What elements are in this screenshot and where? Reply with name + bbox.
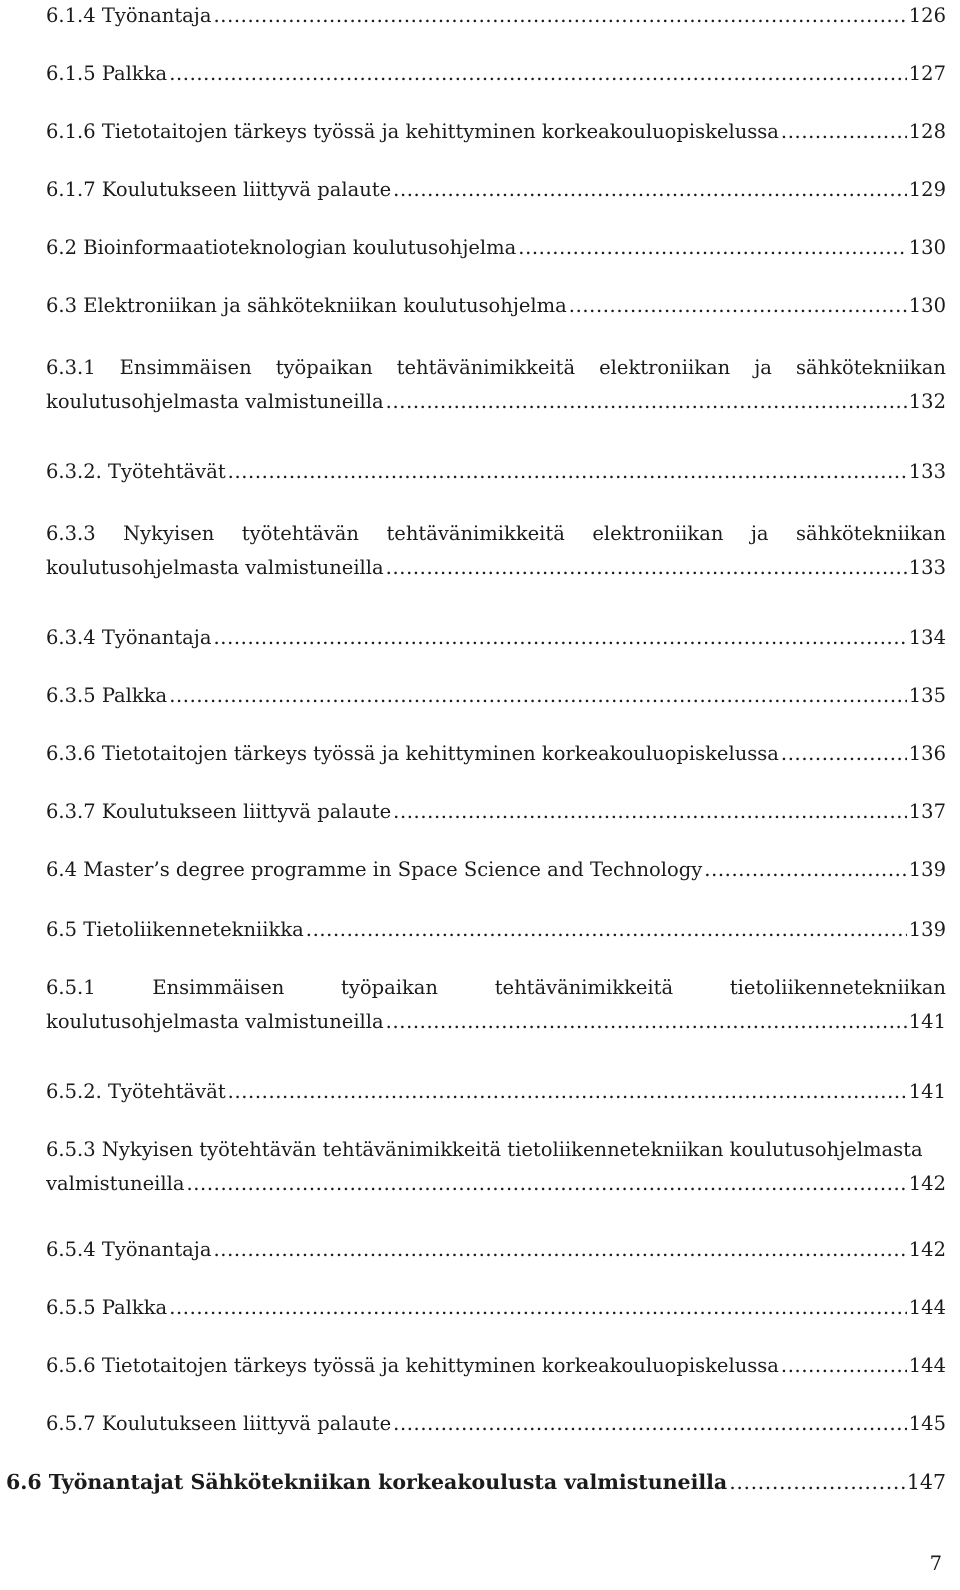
toc-entry-page: 141 (908, 1010, 946, 1033)
toc-entry-page: 141 (908, 1080, 946, 1103)
toc-entry-label: 6.3.7 Koulutukseen liittyvä palaute (46, 800, 392, 823)
leader-dots (386, 390, 907, 414)
toc-entry-6-1-5[interactable] (46, 62, 946, 86)
toc-entry-page: 142 (908, 1172, 946, 1195)
toc-entry-page: 147 (906, 1470, 946, 1494)
toc-entry-6-3-7[interactable] (46, 800, 946, 824)
toc-entry-page: 133 (908, 556, 946, 579)
toc-entry-label: 6.6 Työnantajat Sähkötekniikan korkeakoulusta valmistuneilla (6, 1470, 728, 1494)
leader-dots (169, 62, 907, 86)
toc-entry-label: 6.3.6 Tietotaitojen tärkeys työssä ja kehittyminen korkeakouluopiskelussa (46, 742, 779, 765)
leader-dots (213, 626, 906, 650)
toc-entry-label: 6.5.2. Työtehtävät (46, 1080, 226, 1103)
toc-entry-page: 135 (908, 684, 946, 707)
toc-entry-label: 6.3.5 Palkka (46, 684, 168, 707)
toc-entry-page: 130 (908, 294, 946, 317)
leader-dots (393, 1412, 907, 1436)
leader-dots (781, 120, 907, 144)
leader-dots (781, 742, 907, 766)
leader-dots (169, 1296, 907, 1320)
toc-entry-6-3-2[interactable] (46, 460, 946, 484)
toc-entry-label: 6.2 Bioinformaatioteknologian koulutusohjelma (46, 236, 517, 259)
toc-entry-page: 126 (908, 4, 946, 27)
toc-entry-page: 139 (908, 918, 946, 941)
toc-entry-label: 6.3.4 Työnantaja (46, 626, 212, 649)
toc-entry-6-3-4[interactable] (46, 626, 946, 650)
toc-entry-page: 145 (908, 1412, 946, 1435)
toc-entry-label: valmistuneilla (46, 1172, 185, 1195)
leader-dots (781, 1354, 907, 1378)
leader-dots (228, 1080, 907, 1104)
toc-entry-label: koulutusohjelmasta valmistuneilla (46, 556, 384, 579)
toc-entry-page: 134 (908, 626, 946, 649)
leader-dots (306, 918, 907, 942)
toc-entry-page: 137 (908, 800, 946, 823)
toc-entry-label: 6.5.7 Koulutukseen liittyvä palaute (46, 1412, 392, 1435)
toc-entry-6-5-3[interactable] (46, 1138, 946, 1196)
leader-dots (186, 1172, 906, 1196)
toc-entry-label: 6.1.7 Koulutukseen liittyvä palaute (46, 178, 392, 201)
leader-dots (213, 4, 906, 28)
toc-entry-first-line: 6.3.3 Nykyisen työtehtävän tehtävänimikkeitä elektroniikan ja sähkötekniikan (46, 522, 946, 545)
toc-entry-6-3[interactable] (46, 294, 946, 318)
toc-entry-6-5-2[interactable] (46, 1080, 946, 1104)
toc-entry-page: 142 (908, 1238, 946, 1261)
toc-entry-page: 130 (908, 236, 946, 259)
toc-entry-label: 6.1.6 Tietotaitojen tärkeys työssä ja kehittyminen korkeakouluopiskelussa (46, 120, 779, 143)
toc-entry-label: 6.5.4 Työnantaja (46, 1238, 212, 1261)
toc-entry-page: 129 (908, 178, 946, 201)
toc-entry-label: 6.1.5 Palkka (46, 62, 168, 85)
toc-entry-6-3-6[interactable] (46, 742, 946, 766)
toc-entry-6-3-1[interactable] (46, 356, 946, 414)
toc-entry-label: 6.3.2. Työtehtävät (46, 460, 226, 483)
toc-entry-6-3-5[interactable] (46, 684, 946, 708)
toc-entry-6-5-5[interactable] (46, 1296, 946, 1320)
toc-entry-6-5-4[interactable] (46, 1238, 946, 1262)
page-number: 7 (929, 1552, 942, 1575)
toc-entry-page: 133 (908, 460, 946, 483)
toc-entry-label: koulutusohjelmasta valmistuneilla (46, 390, 384, 413)
leader-dots (393, 800, 907, 824)
leader-dots (169, 684, 907, 708)
toc-entry-6-5-6[interactable] (46, 1354, 946, 1378)
toc-entry-page: 127 (908, 62, 946, 85)
leader-dots (386, 1010, 907, 1034)
toc-entry-6-5-1[interactable] (46, 976, 946, 1034)
toc-entry-page: 144 (908, 1354, 946, 1377)
toc-entry-label: 6.5 Tietoliikennetekniikka (46, 918, 304, 941)
toc-entry-label: koulutusohjelmasta valmistuneilla (46, 1010, 384, 1033)
toc-entry-6-4[interactable] (46, 858, 946, 882)
leader-dots (386, 556, 907, 580)
leader-dots (393, 178, 907, 202)
toc-entry-6-5-7[interactable] (46, 1412, 946, 1436)
toc-entry-page: 128 (908, 120, 946, 143)
toc-entry-page: 139 (908, 858, 946, 881)
toc-entry-6-6[interactable] (6, 1470, 946, 1494)
toc-entry-6-2[interactable] (46, 236, 946, 260)
toc-entry-first-line: 6.3.1 Ensimmäisen työpaikan tehtävänimikkeitä elektroniikan ja sähkötekniikan (46, 356, 946, 379)
toc-entry-label: 6.5.6 Tietotaitojen tärkeys työssä ja kehittyminen korkeakouluopiskelussa (46, 1354, 779, 1377)
leader-dots (704, 858, 907, 882)
leader-dots (213, 1238, 906, 1262)
toc-entry-6-1-6[interactable] (46, 120, 946, 144)
toc-entry-page: 132 (908, 390, 946, 413)
toc-entry-6-1-4[interactable] (46, 4, 946, 28)
toc-entry-6-1-7[interactable] (46, 178, 946, 202)
leader-dots (518, 236, 906, 260)
toc-entry-page: 136 (908, 742, 946, 765)
leader-dots (569, 294, 907, 318)
toc-entry-6-3-3[interactable] (46, 522, 946, 580)
toc-entry-page: 144 (908, 1296, 946, 1319)
toc-entry-first-line: 6.5.1 Ensimmäisen työpaikan tehtävänimikkeitä tietoliikennetekniikan (46, 976, 946, 999)
leader-dots (729, 1470, 905, 1494)
toc-entry-label: 6.3 Elektroniikan ja sähkötekniikan koulutusohjelma (46, 294, 567, 317)
leader-dots (228, 460, 907, 484)
toc-entry-label: 6.1.4 Työnantaja (46, 4, 212, 27)
toc-entry-6-5[interactable] (46, 918, 946, 942)
toc-entry-label: 6.4 Master’s degree programme in Space Science and Technology (46, 858, 703, 881)
toc-entry-label: 6.5.5 Palkka (46, 1296, 168, 1319)
toc-entry-first-line: 6.5.3 Nykyisen työtehtävän tehtävänimikkeitä tietoliikennetekniikan koulutusohjelmasta (46, 1138, 923, 1161)
